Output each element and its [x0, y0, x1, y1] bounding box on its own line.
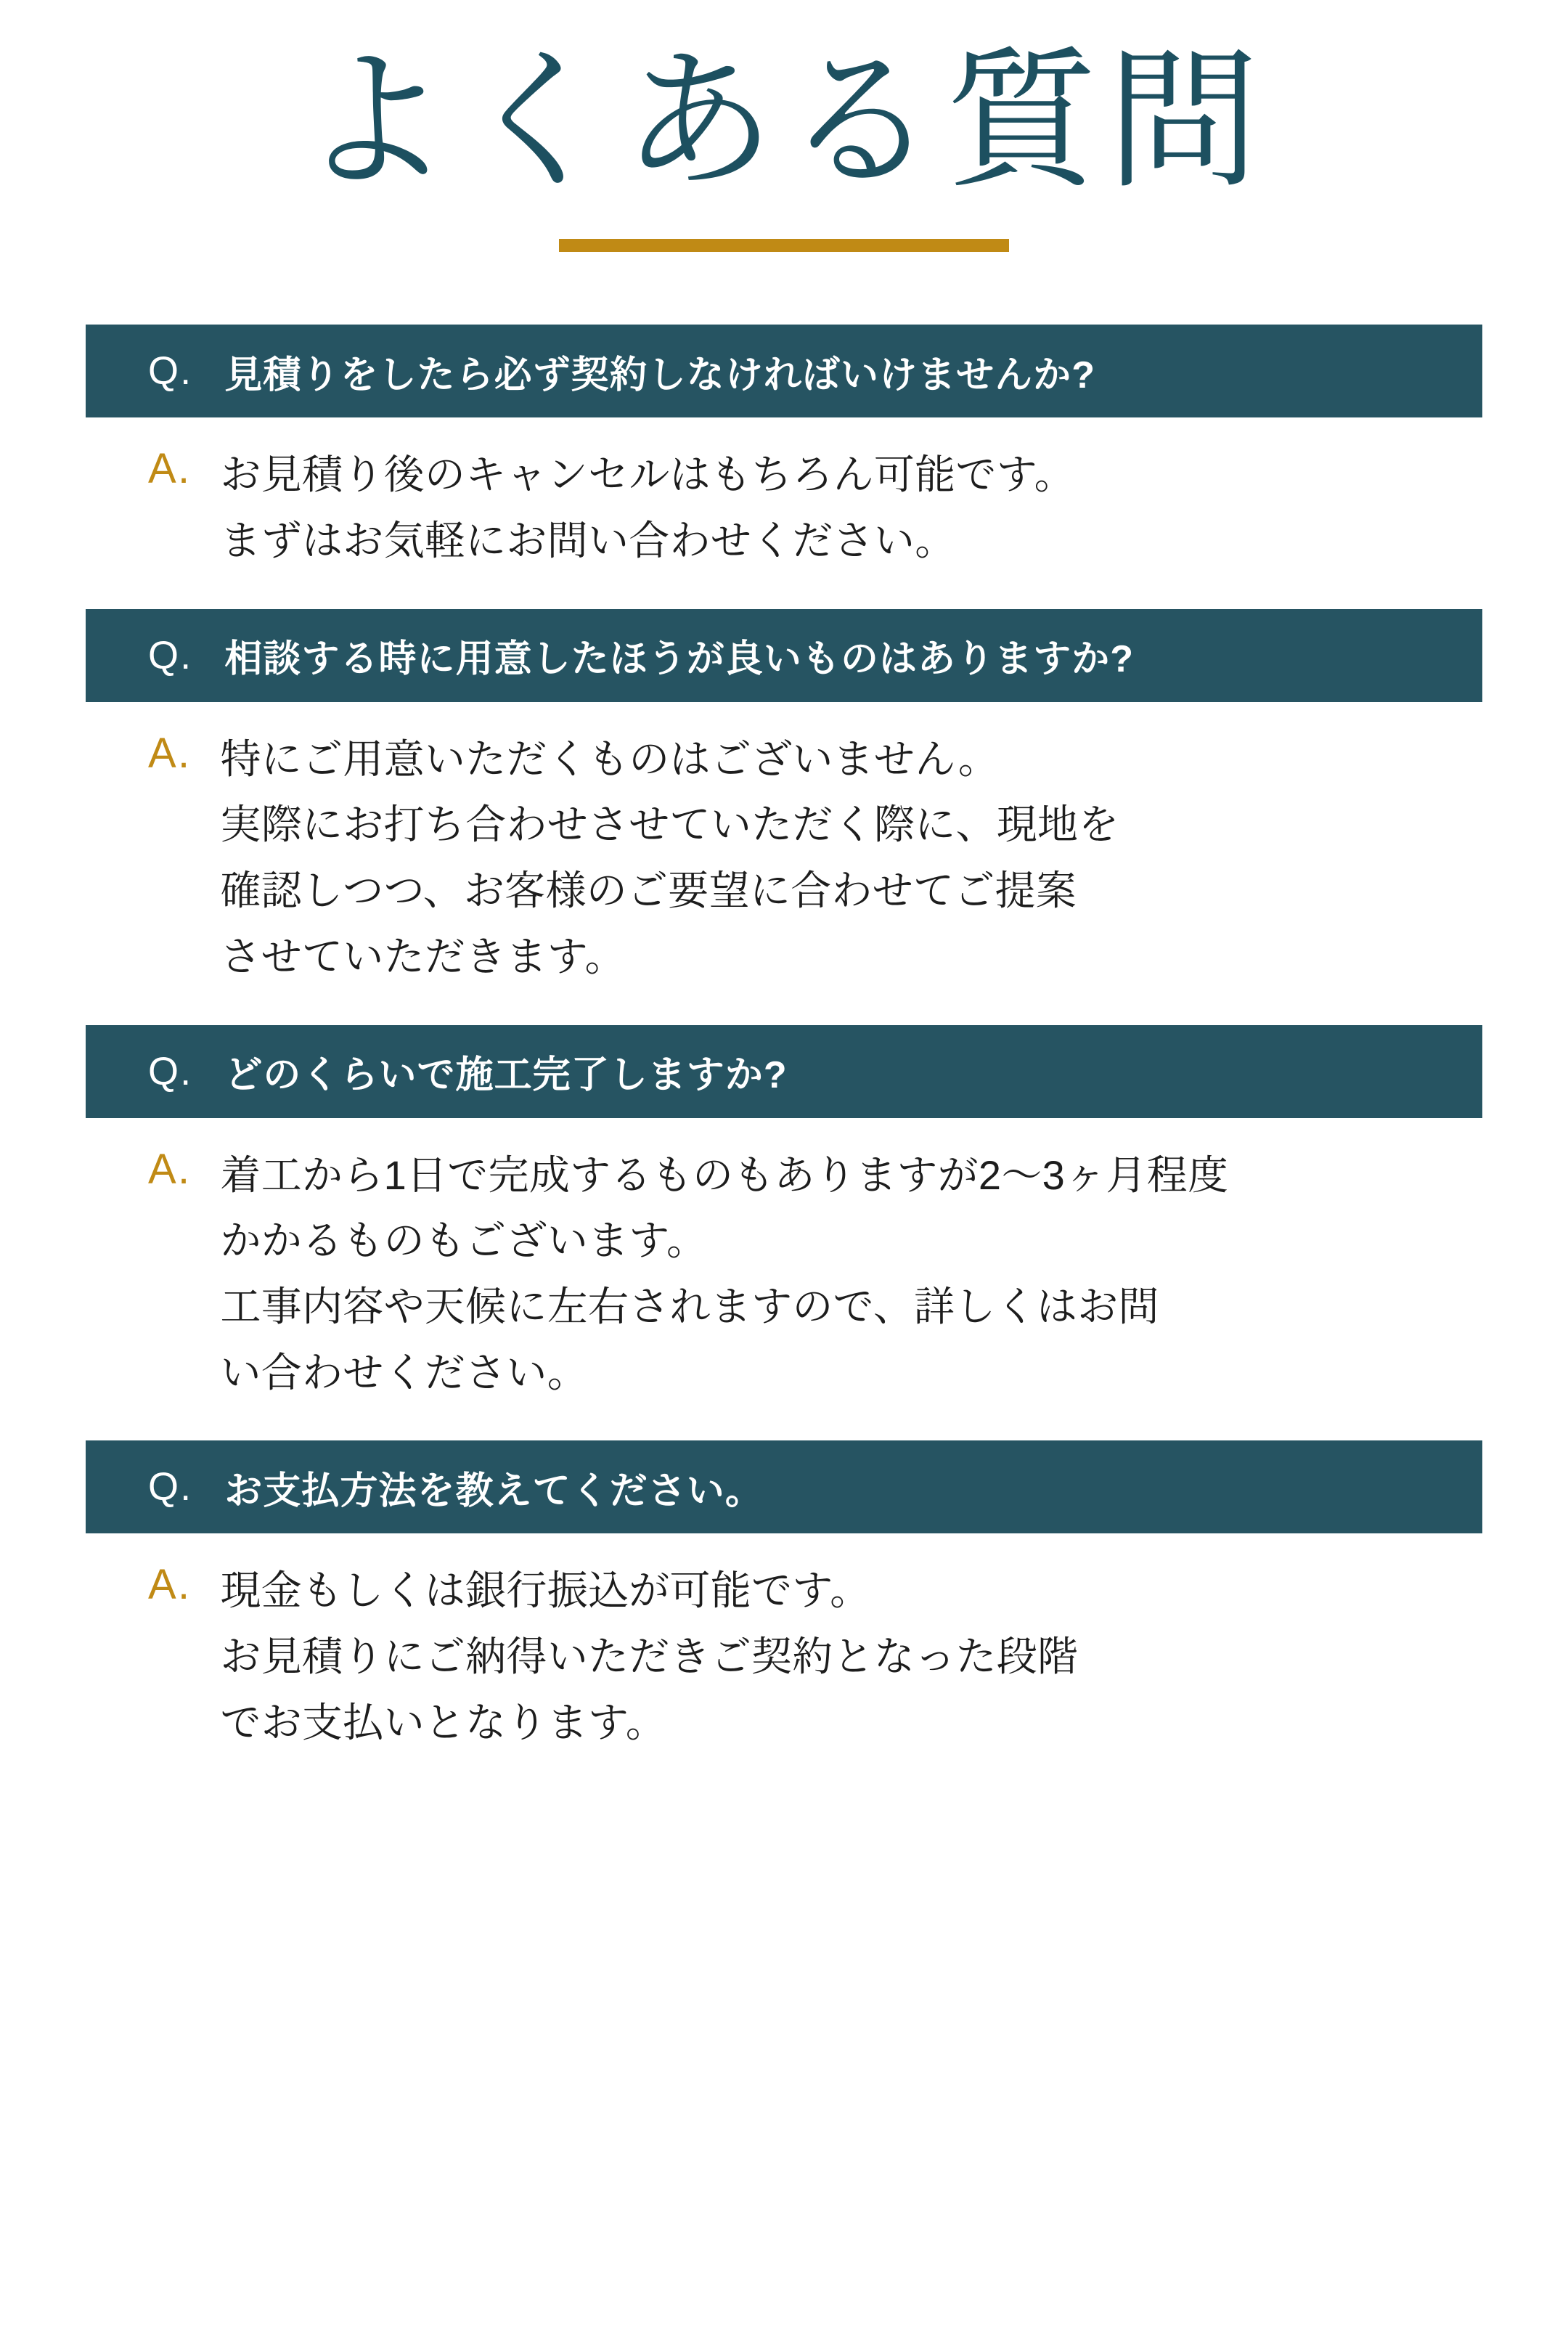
answer-line: い合わせください。: [220, 1349, 588, 1395]
faq-item: [86, 325, 1482, 574]
faq-answer-block: [86, 417, 1482, 574]
answer-line: でお支払いとなります。: [220, 1699, 667, 1745]
faq-question-text: どのくらいで施工完了しますか?: [224, 1054, 788, 1096]
faq-answer-text: [220, 442, 1074, 574]
answer-line: 現金もしくは銀行振込が可能です。: [220, 1567, 871, 1614]
answer-line: 確認しつつ、お客様のご要望に合わせてご提案: [220, 868, 1077, 914]
answer-line: 実際にお打ち合わせさせていただく際に、現地を: [220, 802, 1119, 848]
faq-answer-block: [86, 1533, 1482, 1756]
faq-item: [86, 1025, 1482, 1406]
faq-question-text: 相談する時に用意したほうが良いものはありますか?: [224, 638, 1135, 681]
faq-question-bar[interactable]: [86, 609, 1482, 702]
answer-line: お見積り後のキャンセルはもちろん可能です。: [220, 452, 1075, 498]
faq-question-bar[interactable]: [86, 1440, 1482, 1533]
question-prefix-label: Q.: [148, 633, 193, 677]
faq-answer-text: [220, 1558, 1078, 1756]
answer-prefix-label: A.: [148, 445, 192, 493]
page-heading: [86, 0, 1482, 252]
title-underline-rule: [559, 239, 1009, 252]
faq-answer-text: [220, 727, 1119, 990]
faq-question-bar[interactable]: [86, 1025, 1482, 1118]
question-prefix-label: Q.: [148, 1049, 193, 1093]
faq-list: [86, 325, 1482, 1756]
answer-line: まずはお気軽にお問い合わせください。: [220, 517, 956, 563]
faq-answer-text: [220, 1143, 1228, 1406]
answer-line: 工事内容や天候に左右されますので、詳しくはお問: [220, 1283, 1159, 1329]
faq-answer-block: [86, 1118, 1482, 1406]
faq-item: [86, 1440, 1482, 1756]
faq-question-text: お支払方法を教えてください。: [224, 1469, 764, 1512]
answer-prefix-label: A.: [148, 1561, 192, 1609]
faq-answer-block: [86, 702, 1482, 990]
faq-question-text: 見積りをしたら必ず契約しなければいけませんか?: [224, 354, 1096, 396]
answer-line: させていただきます。: [220, 933, 626, 979]
page-title: よくある質問: [299, 38, 1269, 207]
answer-line: お見積りにご納得いただきご契約となった段階: [220, 1634, 1079, 1680]
answer-line: かかるものもございます。: [220, 1218, 708, 1264]
answer-prefix-label: A.: [148, 1145, 192, 1193]
answer-line: 特にご用意いただくものはございません。: [220, 735, 1000, 782]
faq-question-bar[interactable]: [86, 325, 1482, 417]
answer-line: 着工から1日で完成するものもありますが2〜3ヶ月程度: [220, 1151, 1229, 1198]
answer-prefix-label: A.: [148, 729, 192, 777]
question-prefix-label: Q.: [148, 349, 193, 394]
question-prefix-label: Q.: [148, 1465, 193, 1509]
faq-item: [86, 609, 1482, 990]
